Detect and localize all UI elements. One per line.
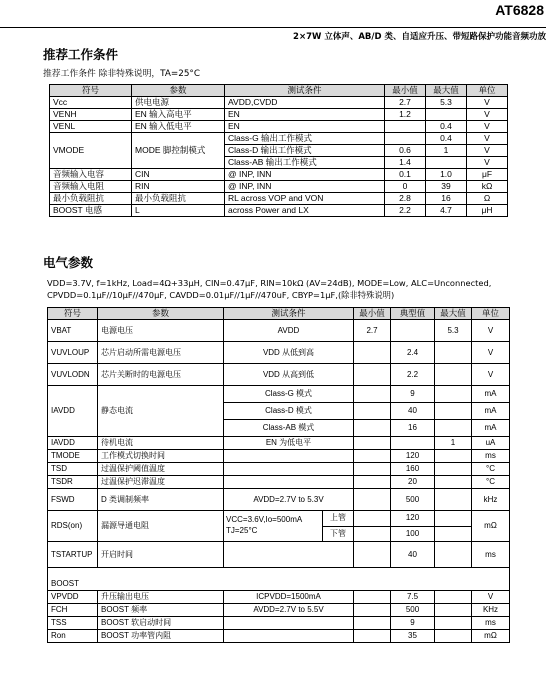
section-heading-electrical: 电气参数 [43, 255, 94, 270]
col-header: 符号 [48, 308, 98, 320]
cell-cond: EN [225, 109, 385, 121]
table-row [48, 542, 510, 568]
cell-min: 0 [385, 181, 426, 193]
section-heading-recommended: 推荐工作条件 [43, 47, 119, 62]
col-header: 参数 [98, 308, 224, 320]
cell-unit: ms [472, 542, 510, 568]
part-number: AT6828 [495, 2, 544, 18]
cell-min: 1.2 [385, 109, 426, 121]
cell-max: 0.4 [426, 121, 467, 133]
cell-min [354, 476, 391, 489]
cell-param: 待机电流 [98, 437, 224, 450]
cell-max [435, 476, 472, 489]
table-row [48, 320, 510, 342]
cell-min: 0.1 [385, 169, 426, 181]
cell-symbol: 音频输入电容 [50, 169, 132, 181]
table-row [48, 617, 510, 630]
cell-param: BOOST 功率管内阻 [98, 630, 224, 643]
table-row [48, 489, 510, 511]
cell-symbol: TSTARTUP [48, 542, 98, 568]
rdson-cond-text: VCC=3.6V,Io=500mA TJ=25°C [226, 515, 303, 535]
cell-unit: V [472, 364, 510, 386]
cell-min [385, 121, 426, 133]
cell-max [435, 489, 472, 511]
cell-max [435, 542, 472, 568]
cell-min: 0.6 [385, 145, 426, 157]
cell-min [354, 489, 391, 511]
cell-typ: 16 [391, 420, 435, 437]
cell-param: 电源电压 [98, 320, 224, 342]
cell-cond: ICPVDD=1500mA [224, 591, 354, 604]
table-header-row [48, 308, 510, 320]
cell-typ: 9 [391, 386, 435, 403]
cell-min [354, 604, 391, 617]
cell-param: RIN [132, 181, 225, 193]
cell-cond: Class-AB 输出工作模式 [225, 157, 385, 169]
cell-symbol: 最小负载阻抗 [50, 193, 132, 205]
cell-unit: kHz [472, 489, 510, 511]
cell-max [426, 109, 467, 121]
cell-unit: KHz [472, 604, 510, 617]
cell-param: EN 输入高电平 [132, 109, 225, 121]
cell-cond: @ INP, INN [225, 169, 385, 181]
cell-unit: V [467, 121, 508, 133]
cell-max [435, 511, 472, 527]
cell-param: MODE 脚控制模式 [132, 133, 225, 169]
cell-cond: Class-G 模式 [224, 386, 354, 403]
cell-unit: mΩ [472, 630, 510, 643]
cell-min [354, 463, 391, 476]
cell-param: D 类调制频率 [98, 489, 224, 511]
table-row [48, 437, 510, 450]
cell-param: 漏源导通电阻 [98, 511, 224, 542]
cell-symbol: TMODE [48, 450, 98, 463]
cell-max [435, 386, 472, 403]
cell-max [435, 463, 472, 476]
table-row [50, 97, 508, 109]
cell-min: 2.8 [385, 193, 426, 205]
cell-symbol: VBAT [48, 320, 98, 342]
cell-param: L [132, 205, 225, 217]
col-header: 参数 [132, 85, 225, 97]
low-side-label: 下管 [330, 528, 346, 538]
cell-unit: ms [472, 450, 510, 463]
cell-symbol: FSWD [48, 489, 98, 511]
cell-unit: V [467, 145, 508, 157]
cell-param: 静态电流 [98, 386, 224, 437]
cell-cond: EN 为低电平 [224, 437, 354, 450]
col-header: 单位 [467, 85, 508, 97]
cell-symbol: IAVDD [48, 437, 98, 450]
section-note-line1: VDD=3.7V, f=1kHz, Load=4Ω+33μH, CIN=0.47μF, RIN=10kΩ (AV=24dB), MODE=Low, ALC=Unconnected, [47, 278, 492, 288]
cell-max [435, 604, 472, 617]
table-row [48, 364, 510, 386]
cell-cond: RL across VOP and VON [225, 193, 385, 205]
cell-unit: V [472, 320, 510, 342]
boost-section-label: BOOST [48, 568, 510, 591]
table-row [48, 476, 510, 489]
col-header: 测试条件 [225, 85, 385, 97]
cell-max: 1 [435, 437, 472, 450]
cell-symbol: TSDR [48, 476, 98, 489]
cell-max [435, 450, 472, 463]
section-note-line2: CPVDD=0.1μF//10μF//470μF, CAVDD=0.01μF//1μF//470uF, CBYP=1μF,(除非特殊说明) [47, 290, 395, 300]
table-row [48, 630, 510, 643]
cell-symbol: BOOST 电感 [50, 205, 132, 217]
cell-min: 2.2 [385, 205, 426, 217]
table-row [48, 511, 510, 527]
cell-param: BOOST 频率 [98, 604, 224, 617]
cell-typ: 500 [391, 604, 435, 617]
cell-min [354, 364, 391, 386]
cell-typ: 160 [391, 463, 435, 476]
cell-param: 芯片启动所需电源电压 [98, 342, 224, 364]
cell-typ [391, 437, 435, 450]
cell-cond: AVDD [224, 320, 354, 342]
table-row [48, 568, 510, 591]
cell-param: 过温保护阈值温度 [98, 463, 224, 476]
table-row [48, 463, 510, 476]
cell-param: 最小负载阻抗 [132, 193, 225, 205]
table-row [48, 604, 510, 617]
part-description: 2×7W 立体声、AB/D 类、自适应升压、带短路保护功能音频功放 [0, 27, 546, 42]
cell-typ [391, 320, 435, 342]
table-row [50, 169, 508, 181]
table-row [50, 205, 508, 217]
cell-cond: Class-G 输出工作模式 [225, 133, 385, 145]
cell-min [354, 630, 391, 643]
cell-max: 5.3 [435, 320, 472, 342]
cell-max [435, 526, 472, 542]
cell-unit: mA [472, 403, 510, 420]
cell-symbol: Ron [48, 630, 98, 643]
cell-max: 0.4 [426, 133, 467, 145]
cell-min [354, 542, 391, 568]
cell-unit: V [467, 109, 508, 121]
cell-unit: Ω [467, 193, 508, 205]
cell-cond [224, 511, 354, 542]
cell-symbol: FCH [48, 604, 98, 617]
cell-param: CIN [132, 169, 225, 181]
cell-unit: μH [467, 205, 508, 217]
cell-typ: 2.4 [391, 342, 435, 364]
col-header: 最小值 [385, 85, 426, 97]
cell-min [354, 591, 391, 604]
cell-typ: 120 [391, 450, 435, 463]
section-note-recommended: 推荐工作条件 除非特殊说明，TA=25°C [43, 69, 200, 79]
col-header: 典型值 [391, 308, 435, 320]
table-row [48, 342, 510, 364]
cell-cond [224, 542, 354, 568]
col-header: 测试条件 [224, 308, 354, 320]
cell-max [435, 403, 472, 420]
cell-cond: Class-D 输出工作模式 [225, 145, 385, 157]
cell-unit: °C [472, 463, 510, 476]
cell-min [354, 386, 391, 403]
cell-min [385, 133, 426, 145]
cell-max: 5.3 [426, 97, 467, 109]
cell-symbol: VMODE [50, 133, 132, 169]
cell-symbol: Vcc [50, 97, 132, 109]
cell-typ: 40 [391, 542, 435, 568]
cell-typ: 20 [391, 476, 435, 489]
cell-cond: AVDD=2.7V to 5.3V [224, 489, 354, 511]
cell-unit: mA [472, 386, 510, 403]
recommended-conditions-table [49, 84, 508, 217]
table-row [50, 109, 508, 121]
cell-symbol: RDS(on) [48, 511, 98, 542]
cell-symbol: VUVLODN [48, 364, 98, 386]
cell-cond [224, 450, 354, 463]
col-header: 单位 [472, 308, 510, 320]
cell-min [354, 437, 391, 450]
cell-symbol: VPVDD [48, 591, 98, 604]
cell-cond [224, 463, 354, 476]
col-header: 最大值 [435, 308, 472, 320]
cell-unit: V [467, 97, 508, 109]
cell-param: 芯片关断时的电源电压 [98, 364, 224, 386]
cell-unit: V [472, 591, 510, 604]
cell-symbol: VENH [50, 109, 132, 121]
cell-max [435, 420, 472, 437]
cell-symbol: 音频输入电阻 [50, 181, 132, 193]
cell-unit: kΩ [467, 181, 508, 193]
cell-typ: 2.2 [391, 364, 435, 386]
cell-cond: Class-AB 模式 [224, 420, 354, 437]
cell-min [354, 617, 391, 630]
cell-typ: 500 [391, 489, 435, 511]
cell-typ: 120 [391, 511, 435, 527]
cell-max: 39 [426, 181, 467, 193]
cell-min [354, 450, 391, 463]
cell-symbol: IAVDD [48, 386, 98, 437]
cell-max [435, 617, 472, 630]
cell-min [354, 511, 391, 527]
cell-cond: AVDD=2.7V to 5.5V [224, 604, 354, 617]
cell-typ: 100 [391, 526, 435, 542]
cell-typ: 40 [391, 403, 435, 420]
cell-min [354, 403, 391, 420]
col-header: 最小值 [354, 308, 391, 320]
cell-max [426, 157, 467, 169]
table-row [50, 121, 508, 133]
table-row [50, 193, 508, 205]
cell-max [435, 364, 472, 386]
cell-unit: μF [467, 169, 508, 181]
cell-symbol: TSD [48, 463, 98, 476]
cell-unit: V [472, 342, 510, 364]
cell-param: 供电电源 [132, 97, 225, 109]
cell-cond: VDD 从高到低 [224, 364, 354, 386]
col-header: 最大值 [426, 85, 467, 97]
cell-cond [224, 630, 354, 643]
table-row [50, 181, 508, 193]
cell-max: 1 [426, 145, 467, 157]
cell-min [354, 420, 391, 437]
cell-typ: 35 [391, 630, 435, 643]
high-side-label: 上管 [323, 511, 353, 527]
table-row [48, 591, 510, 604]
cell-param: 工作模式切换时间 [98, 450, 224, 463]
cell-max: 1.0 [426, 169, 467, 181]
cell-typ: 9 [391, 617, 435, 630]
table-row [48, 386, 510, 403]
cell-unit: V [467, 133, 508, 145]
col-header: 符号 [50, 85, 132, 97]
cell-unit: ms [472, 617, 510, 630]
cell-param: 升压输出电压 [98, 591, 224, 604]
cell-min [354, 342, 391, 364]
electrical-parameters-table [47, 307, 510, 643]
table-header-row [50, 85, 508, 97]
cell-cond: AVDD,CVDD [225, 97, 385, 109]
cell-cond: Class-D 模式 [224, 403, 354, 420]
cell-cond [224, 476, 354, 489]
cell-max [435, 342, 472, 364]
cell-symbol: VUVLOUP [48, 342, 98, 364]
cell-max [435, 591, 472, 604]
cell-max: 16 [426, 193, 467, 205]
cell-param: BOOST 软启动时间 [98, 617, 224, 630]
cell-cond [224, 617, 354, 630]
cell-unit: °C [472, 476, 510, 489]
cell-min [354, 526, 391, 542]
cell-unit: uA [472, 437, 510, 450]
table-row [50, 133, 508, 145]
cell-typ: 7.5 [391, 591, 435, 604]
cell-min: 2.7 [385, 97, 426, 109]
cell-symbol: VENL [50, 121, 132, 133]
cell-cond: VDD 从低到高 [224, 342, 354, 364]
cell-min: 1.4 [385, 157, 426, 169]
cell-min: 2.7 [354, 320, 391, 342]
cell-param: 开启时间 [98, 542, 224, 568]
cell-cond: @ INP, INN [225, 181, 385, 193]
cell-symbol: TSS [48, 617, 98, 630]
cell-max: 4.7 [426, 205, 467, 217]
cell-unit: mΩ [472, 511, 510, 542]
cell-cond: across Power and LX [225, 205, 385, 217]
table-row [48, 450, 510, 463]
cell-param: 过温保护迟滞温度 [98, 476, 224, 489]
cell-max [435, 630, 472, 643]
cell-unit: V [467, 157, 508, 169]
cell-cond: EN [225, 121, 385, 133]
cell-param: EN 输入低电平 [132, 121, 225, 133]
cell-unit: mA [472, 420, 510, 437]
